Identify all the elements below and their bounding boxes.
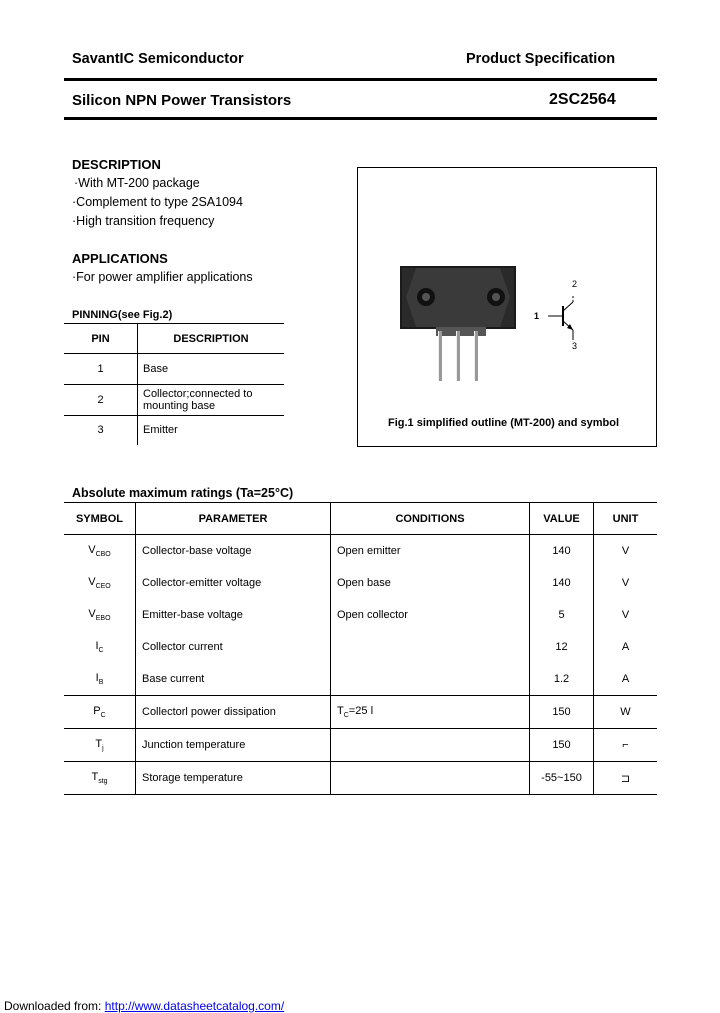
symbol-cell: $V_{CBO}$ [64, 535, 136, 568]
parameter-cell: Collectorl power dissipation [136, 696, 331, 729]
pin-number: 3 [64, 416, 138, 445]
symbol-cell: $V_{EBO}$ [64, 599, 136, 631]
unit-cell: V [621, 545, 630, 557]
description-item: ·With MT-200 package [74, 176, 200, 190]
table-row [64, 631, 657, 663]
footer-link[interactable]: http://www.datasheetcatalog.com/ [104, 999, 285, 1013]
table-row [64, 416, 284, 445]
figure-box [357, 167, 657, 447]
conditions-cell [331, 729, 530, 762]
conditions-cell [331, 663, 530, 696]
unit-cell: ⊐ [594, 762, 658, 795]
symbol-emitter-label: 3 [572, 341, 578, 351]
table-row [64, 729, 657, 762]
product-line: Silicon NPN Power Transistors [72, 92, 292, 109]
conditions-header: CONDITIONS [331, 503, 530, 535]
symbol-cell: $V_{CEO}$ [64, 567, 136, 599]
value-cell: 5 [530, 599, 594, 631]
symbol-cell: $T_{stg}$ [64, 762, 136, 795]
parameter-cell: Junction temperature [136, 729, 331, 762]
document-type: Product Specification [466, 51, 616, 67]
unit-cell: V [621, 609, 630, 621]
pin-description-header: DESCRIPTION [138, 324, 285, 354]
footer [4, 999, 284, 1013]
header-rule-top [64, 78, 657, 81]
description-title: DESCRIPTION [72, 157, 161, 172]
description-item: ·Complement to type 2SA1094 [72, 195, 243, 209]
pin-number: 1 [64, 354, 138, 385]
header-rule-bottom [64, 117, 657, 120]
pin-header: PIN [64, 324, 138, 354]
unit-cell: A [621, 673, 630, 685]
applications-item: ·For power amplifier applications [72, 270, 253, 284]
footer-label: Downloaded from: [4, 999, 102, 1013]
parameter-cell: Emitter-base voltage [136, 599, 331, 631]
symbol-cell: $I_B$ [64, 663, 136, 696]
value-cell: 1.2 [530, 663, 594, 696]
part-number: 2SC2564 [549, 91, 616, 108]
value-cell: 140 [530, 567, 594, 599]
parameter-cell: Storage temperature [136, 762, 331, 795]
table-row [64, 599, 657, 631]
pinning-table [64, 324, 284, 445]
table-row [64, 567, 657, 599]
pin-description: Emitter [143, 424, 178, 437]
conditions-cell: Open collector [331, 599, 530, 631]
symbol-cell: $T_j$ [64, 729, 136, 762]
npn-transistor-symbol-icon [548, 294, 573, 340]
unit-cell: ⌐ [594, 729, 658, 762]
company-name: SavantIC Semiconductor [72, 51, 244, 67]
pin-description: Collector;connected to mounting base [138, 385, 285, 416]
unit-cell: A [621, 641, 630, 653]
pinning-title: PINNING(see Fig.2) [72, 309, 173, 321]
unit-cell: V [621, 577, 630, 589]
conditions-cell: Open emitter [331, 535, 530, 568]
table-row [64, 354, 284, 385]
pin-description: Base [138, 354, 285, 385]
symbol-collector-label: 2 [572, 279, 578, 289]
symbol-base-label: 1 [534, 311, 540, 321]
value-cell: 140 [530, 535, 594, 568]
parameter-header: PARAMETER [136, 503, 331, 535]
description-item: ·High transition frequency [72, 214, 215, 228]
figure-caption: Fig.1 simplified outline (MT-200) and symbol [388, 417, 620, 429]
ratings-title: Absolute maximum ratings (Ta=25°C) [72, 486, 294, 500]
parameter-cell: Collector-base voltage [136, 535, 331, 568]
conditions-cell [331, 762, 530, 795]
parameter-cell: Base current [136, 663, 331, 696]
symbol-cell: $P_C$ [64, 696, 136, 729]
degree-glyph-icon: ǀ [370, 704, 374, 717]
ratings-table [64, 502, 657, 795]
conditions-cell: Open base [331, 567, 530, 599]
applications-title: APPLICATIONS [72, 251, 168, 266]
parameter-cell: Collector-emitter voltage [136, 567, 331, 599]
symbol-cell: $I_C$ [64, 631, 136, 663]
value-cell: 12 [530, 631, 594, 663]
parameter-cell: Collector current [136, 631, 331, 663]
transistor-outline-image [358, 168, 656, 446]
value-cell: -55~150 [530, 762, 594, 795]
table-row [64, 762, 657, 795]
value-header: VALUE [530, 503, 594, 535]
table-row [64, 696, 657, 729]
unit-header: UNIT [594, 503, 658, 535]
table-row [64, 535, 657, 568]
conditions-cell: $T_C=25$ ǀ [331, 696, 530, 729]
table-row [64, 385, 284, 416]
pin-number: 2 [64, 385, 138, 416]
conditions-cell [331, 631, 530, 663]
symbol-header: SYMBOL [64, 503, 136, 535]
unit-cell: W [594, 696, 658, 729]
table-row [64, 663, 657, 696]
value-cell: 150 [530, 696, 594, 729]
value-cell: 150 [530, 729, 594, 762]
